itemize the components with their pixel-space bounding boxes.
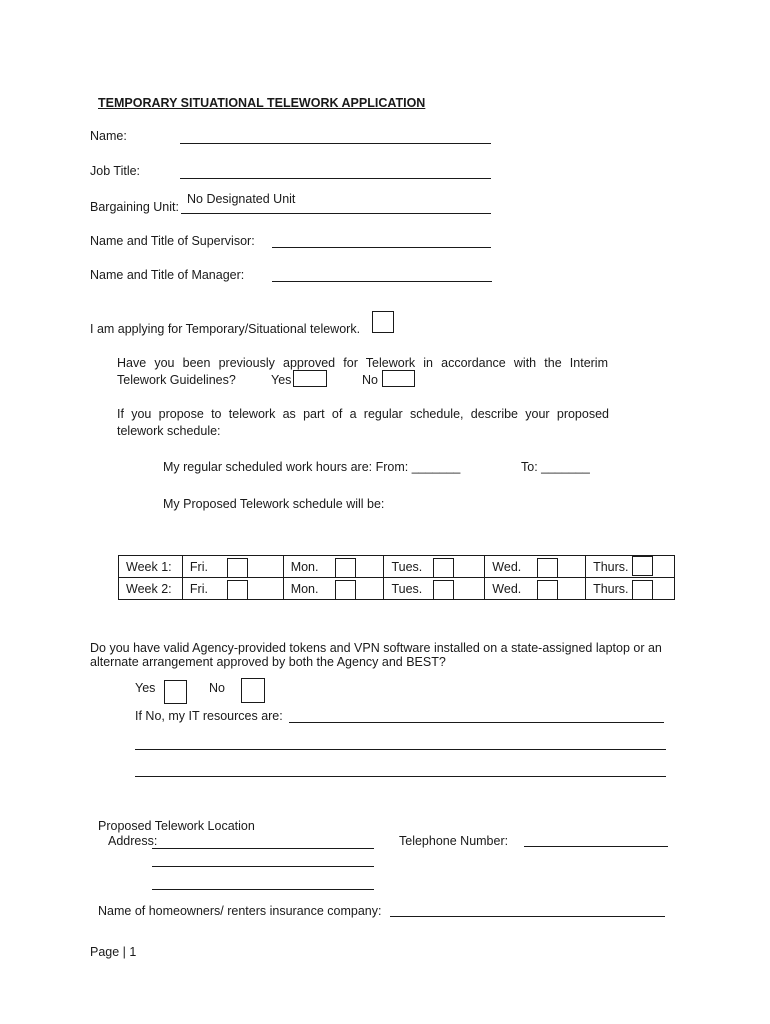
manager-field[interactable] [272, 281, 492, 282]
address-field-line2[interactable] [152, 866, 374, 867]
work-hours-from[interactable]: My regular scheduled work hours are: From: _______ [163, 460, 461, 474]
day-label: Thurs. [593, 581, 629, 596]
bargaining-unit-label: Bargaining Unit: [90, 200, 179, 214]
day-cell [485, 556, 586, 578]
day-checkbox[interactable] [537, 558, 558, 578]
address-label: Address: [108, 834, 158, 848]
previously-approved-question: Have you been previously approved for Telework in accordance with the Interim [117, 356, 608, 370]
vpn-question: Do you have valid Agency-provided tokens and VPN software installed on a state-assigned laptop or an [90, 641, 662, 655]
day-label: Wed. [492, 559, 522, 574]
table-row [119, 578, 675, 600]
vpn-yes-checkbox[interactable] [164, 680, 187, 704]
it-resources-field-line3[interactable] [135, 776, 666, 777]
address-field-line1[interactable] [152, 848, 374, 849]
vpn-no-label: No [209, 681, 225, 695]
week-label: Week 2: [119, 578, 183, 600]
approved-no-label: No [362, 373, 378, 387]
name-label: Name: [90, 129, 127, 143]
page-number: Page | 1 [90, 945, 137, 959]
day-label: Mon. [290, 559, 319, 574]
day-cell [283, 556, 384, 578]
form-title: TEMPORARY SITUATIONAL TELEWORK APPLICATION [98, 96, 426, 110]
address-field-line3[interactable] [152, 889, 374, 890]
job-title-field[interactable] [180, 178, 491, 179]
day-cell [586, 578, 675, 600]
proposed-schedule-label: My Proposed Telework schedule will be: [163, 497, 385, 511]
day-label: Tues. [391, 581, 423, 596]
day-checkbox[interactable] [335, 558, 356, 578]
insurance-field[interactable] [390, 916, 665, 917]
day-cell [182, 578, 283, 600]
week-label: Week 1: [119, 556, 183, 578]
day-checkbox[interactable] [632, 580, 653, 600]
day-cell [384, 556, 485, 578]
supervisor-field[interactable] [272, 247, 491, 248]
day-checkbox[interactable] [632, 556, 653, 576]
vpn-no-checkbox[interactable] [241, 678, 265, 703]
day-cell [283, 578, 384, 600]
work-hours-to[interactable]: To: _______ [521, 460, 590, 474]
telework-schedule-table [118, 555, 675, 600]
insurance-label: Name of homeowners/ renters insurance company: [98, 904, 382, 918]
day-label: Tues. [391, 559, 423, 574]
day-checkbox[interactable] [335, 580, 356, 600]
day-checkbox[interactable] [433, 558, 454, 578]
day-cell [586, 556, 675, 578]
vpn-question-cont: alternate arrangement approved by both the Agency and BEST? [90, 655, 446, 669]
regular-schedule-question: If you propose to telework as part of a regular schedule, describe your proposed [117, 407, 609, 421]
location-heading: Proposed Telework Location [98, 819, 255, 833]
regular-schedule-question-cont: telework schedule: [117, 424, 221, 438]
day-cell [384, 578, 485, 600]
previously-approved-question-cont: Telework Guidelines? [117, 373, 236, 387]
telephone-field[interactable] [524, 846, 668, 847]
day-cell [485, 578, 586, 600]
day-checkbox[interactable] [227, 580, 248, 600]
day-label: Fri. [189, 559, 208, 574]
it-resources-field[interactable] [289, 722, 664, 723]
day-cell [182, 556, 283, 578]
day-checkbox[interactable] [433, 580, 454, 600]
approved-yes-checkbox[interactable] [293, 370, 327, 387]
job-title-label: Job Title: [90, 164, 141, 178]
applying-label: I am applying for Temporary/Situational telework. [90, 322, 361, 336]
day-label: Thurs. [593, 559, 629, 574]
table-row [119, 556, 675, 578]
it-resources-field-line2[interactable] [135, 749, 666, 750]
applying-checkbox[interactable] [372, 311, 394, 333]
day-label: Wed. [492, 581, 522, 596]
it-resources-label: If No, my IT resources are: [135, 709, 283, 723]
day-label: Mon. [290, 581, 319, 596]
day-checkbox[interactable] [227, 558, 248, 578]
day-checkbox[interactable] [537, 580, 558, 600]
telephone-label: Telephone Number: [399, 834, 509, 848]
approved-no-checkbox[interactable] [382, 370, 415, 387]
vpn-yes-label: Yes [135, 681, 156, 695]
day-label: Fri. [189, 581, 208, 596]
bargaining-unit-value: No Designated Unit [187, 192, 296, 206]
supervisor-label: Name and Title of Supervisor: [90, 234, 255, 248]
approved-yes-label: Yes [271, 373, 292, 387]
bargaining-unit-field[interactable] [181, 213, 491, 214]
manager-label: Name and Title of Manager: [90, 268, 245, 282]
name-field[interactable] [180, 143, 491, 144]
